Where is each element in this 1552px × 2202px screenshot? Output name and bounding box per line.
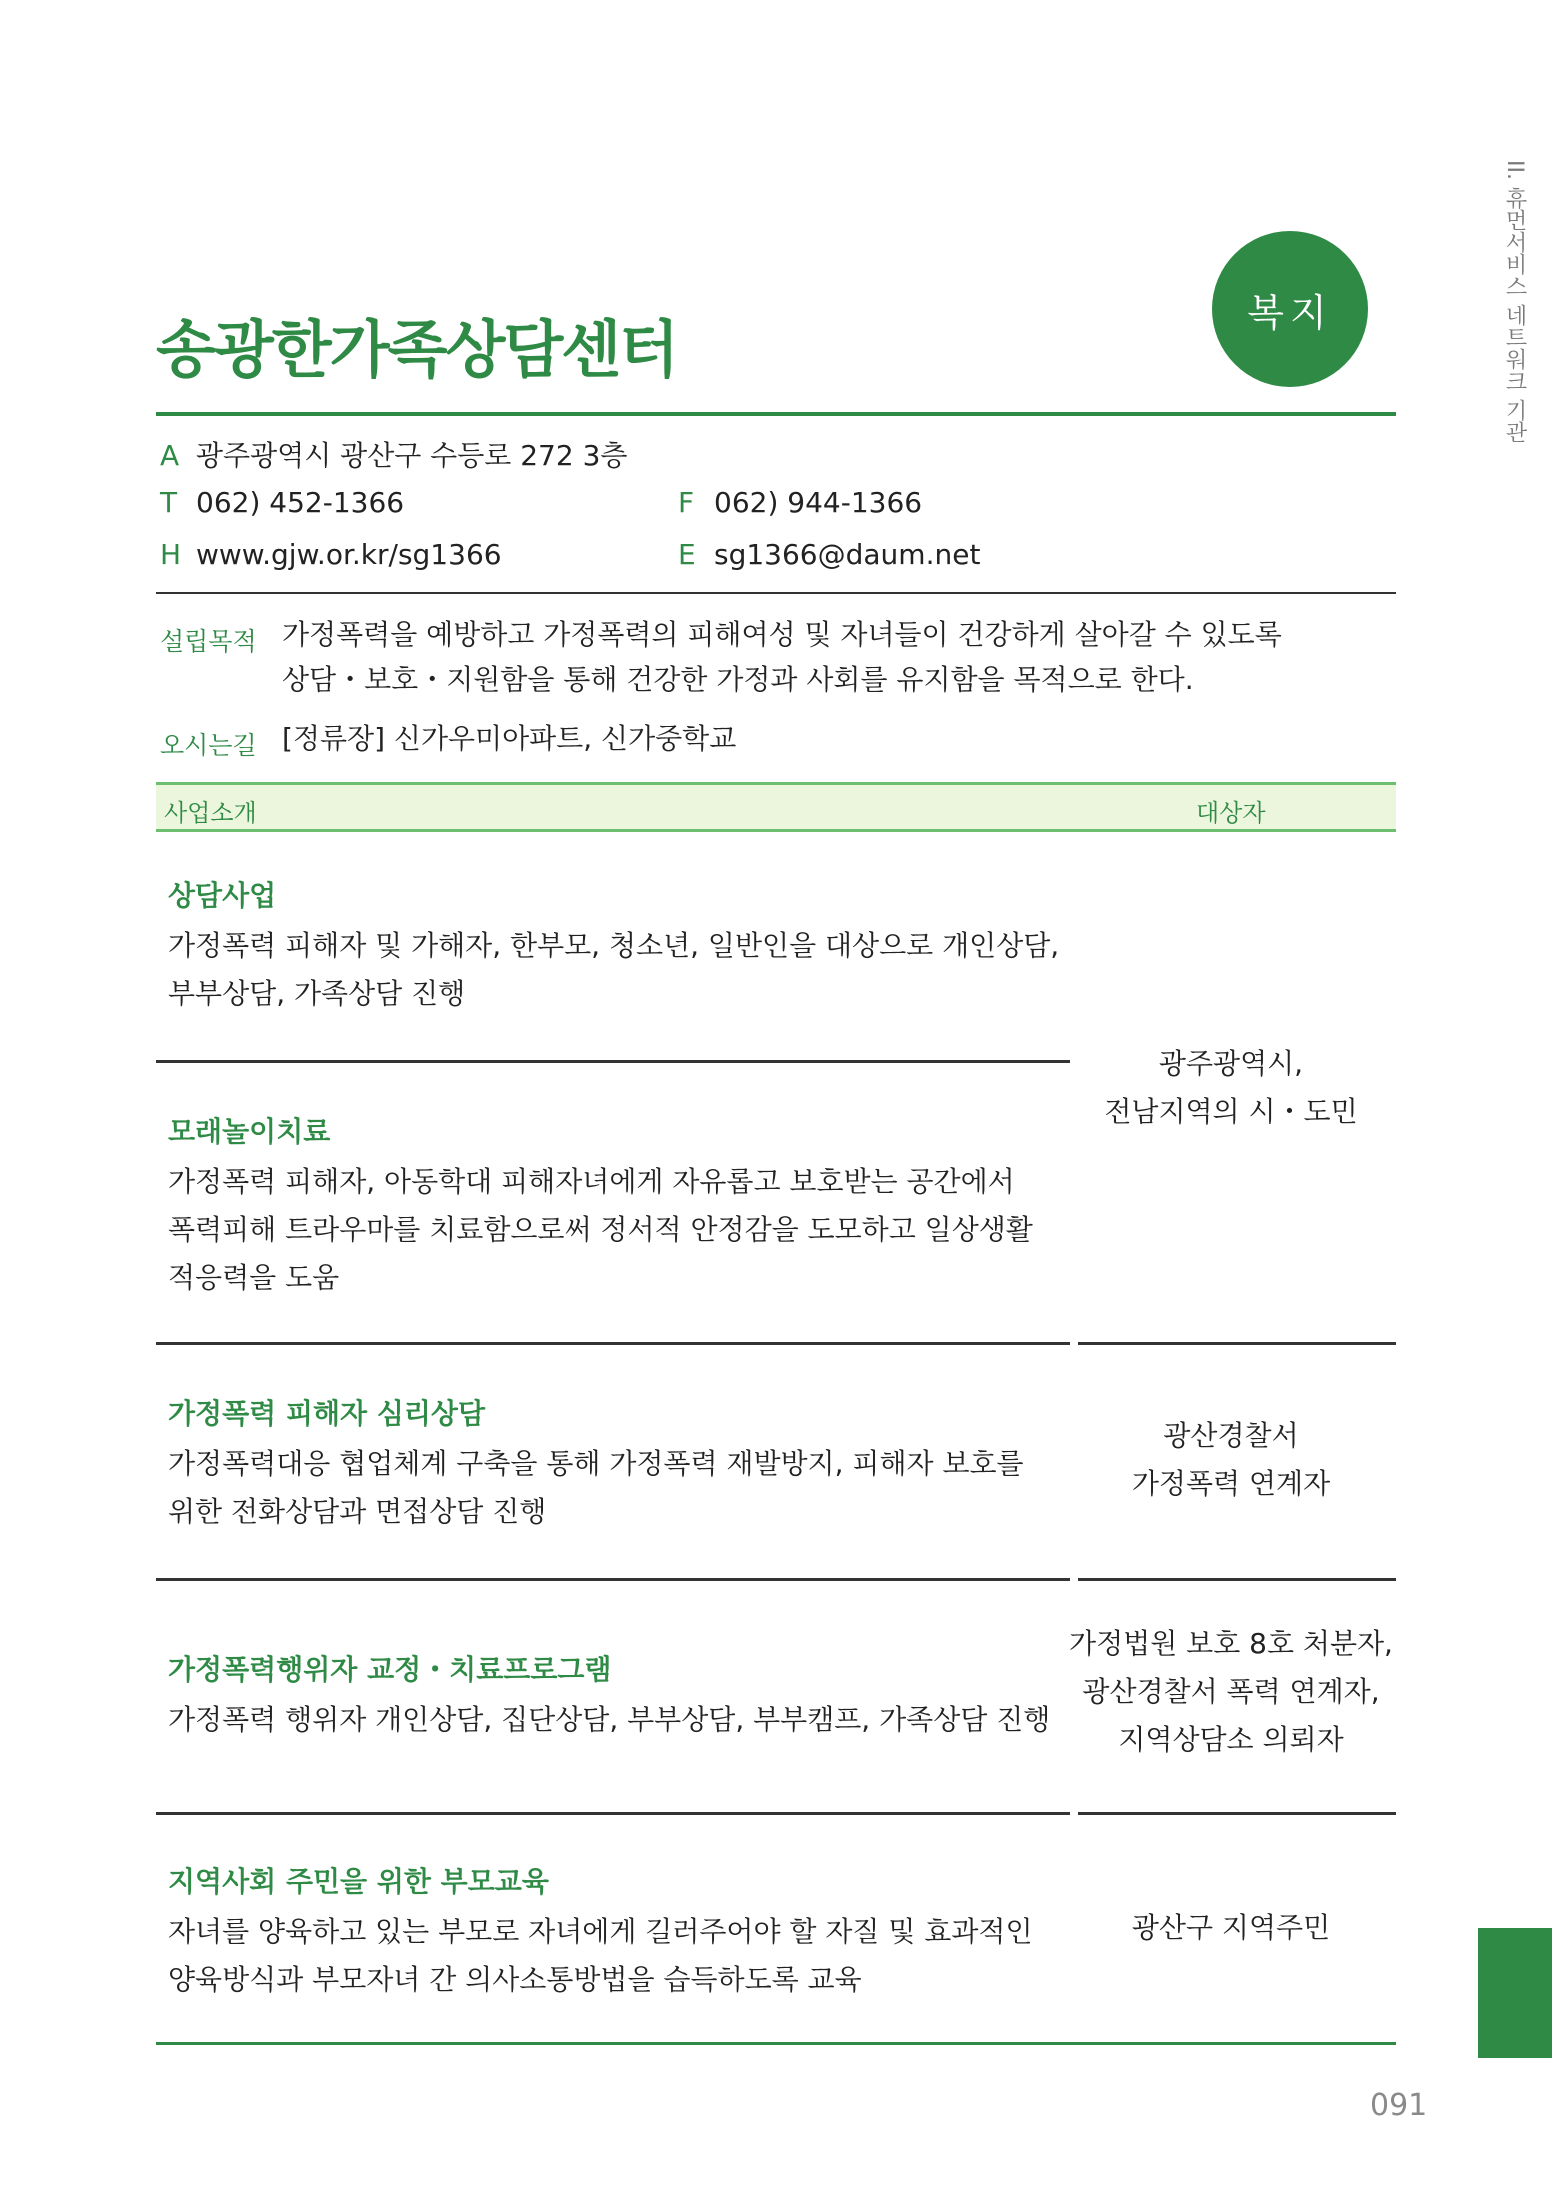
program-title: 가정폭력행위자 교정・치료프로그램 (168, 1653, 612, 1686)
description-line: 폭력피해 트라우마를 치료함으로써 정서적 안정감을 도모하고 일상생활 (168, 1213, 1033, 1246)
program-item (168, 1648, 1088, 1744)
program-description (168, 1908, 1088, 2004)
homepage-link[interactable]: www.gjw.or.kr/sg1366 (196, 538, 502, 571)
target-line: 광산경찰서 폭력 연계자, (1082, 1675, 1380, 1708)
row-divider (156, 1342, 1070, 1345)
title-divider (156, 412, 1396, 416)
row-divider (1078, 1578, 1396, 1581)
purpose-line: 상담・보호・지원함을 통해 건강한 가정과 사회를 유지함을 목적으로 한다. (282, 663, 1194, 696)
target-cell (1066, 1412, 1396, 1508)
target-line: 광산구 지역주민 (1131, 1911, 1331, 1944)
target-line: 가정폭력 연계자 (1131, 1467, 1331, 1500)
tel-value: 062) 452-1366 (196, 486, 405, 519)
description-line: 가정폭력 행위자 개인상담, 집단상담, 부부상담, 부부캠프, 가족상담 진행 (168, 1703, 1051, 1736)
tel-key: T (160, 486, 178, 519)
column-header-target: 대상자 (1196, 799, 1266, 827)
homepage-row (160, 538, 502, 571)
description-line: 자녀를 양육하고 있는 부모로 자녀에게 길러주어야 할 자질 및 효과적인 (168, 1915, 1033, 1948)
email-row (678, 538, 980, 571)
address-value: 광주광역시 광산구 수등로 272 3층 (196, 439, 628, 472)
email-key: E (678, 538, 696, 571)
row-divider (156, 1812, 1070, 1815)
row-divider (1078, 1342, 1396, 1345)
program-description (168, 1440, 1088, 1536)
description-line: 위한 전화상담과 면접상담 진행 (168, 1495, 547, 1528)
program-item (168, 1392, 1088, 1536)
email-link[interactable]: sg1366@daum.net (714, 538, 981, 571)
description-line: 가정폭력 피해자, 아동학대 피해자녀에게 자유롭고 보호받는 공간에서 (168, 1165, 1015, 1198)
program-title: 가정폭력 피해자 심리상담 (168, 1397, 486, 1430)
target-cell (1066, 1904, 1396, 1952)
fax-value: 062) 944-1366 (714, 486, 923, 519)
description-line: 가정폭력 피해자 및 가해자, 한부모, 청소년, 일반인을 대상으로 개인상담, (168, 929, 1060, 962)
program-title: 상담사업 (168, 879, 277, 912)
target-line: 광주광역시, (1158, 1047, 1304, 1080)
fax-row (678, 486, 922, 519)
purpose-text (282, 612, 1282, 702)
program-description (168, 1158, 1088, 1302)
target-cell (1066, 1620, 1396, 1764)
row-divider (156, 1060, 1070, 1063)
target-line: 전남지역의 시・도민 (1104, 1095, 1358, 1128)
directions-label: 오시는길 (160, 731, 257, 760)
program-item (168, 1860, 1088, 2004)
program-item (168, 874, 1088, 1018)
page-title: 송광한가족상담센터 (156, 313, 678, 386)
page-number: 091 (1370, 2088, 1428, 2123)
description-line: 부부상담, 가족상담 진행 (168, 977, 466, 1010)
target-line: 지역상담소 의뢰자 (1118, 1723, 1344, 1756)
description-line: 적응력을 도움 (168, 1261, 340, 1294)
directions-text: [정류장] 신가우미아파트, 신가중학교 (282, 722, 737, 755)
description-line: 가정폭력대응 협업체계 구축을 통해 가정폭력 재발방지, 피해자 보호를 (168, 1447, 1024, 1480)
homepage-key: H (160, 538, 182, 571)
purpose-line: 가정폭력을 예방하고 가정폭력의 피해여성 및 자녀들이 건강하게 살아갈 수 있도록 (282, 618, 1282, 651)
chapter-side-label: II. 휴먼서비스 네트워크 기관 (1502, 160, 1527, 443)
purpose-label: 설립목적 (160, 627, 257, 656)
contact-divider (156, 592, 1396, 594)
target-cell (1066, 1040, 1396, 1136)
program-title: 지역사회 주민을 위한 부모교육 (168, 1865, 549, 1898)
tel-row (160, 486, 404, 519)
row-divider (1078, 1812, 1396, 1815)
category-badge: 복지 (1212, 231, 1368, 387)
description-line: 양육방식과 부모자녀 간 의사소통방법을 습득하도록 교육 (168, 1963, 862, 1996)
chapter-tab-marker (1478, 1928, 1552, 2058)
address-row (160, 434, 627, 474)
address-key: A (160, 439, 180, 472)
target-line: 광산경찰서 (1163, 1419, 1299, 1452)
table-bottom-rule (156, 2042, 1396, 2045)
program-item (168, 1110, 1088, 1302)
fax-key: F (678, 486, 695, 519)
program-description (168, 1696, 1088, 1744)
program-description (168, 922, 1088, 1018)
program-table-header (156, 782, 1396, 832)
column-header-program: 사업소개 (164, 799, 257, 827)
row-divider (156, 1578, 1070, 1581)
target-line: 가정법원 보호 8호 처분자, (1069, 1627, 1393, 1660)
program-title: 모래놀이치료 (168, 1115, 331, 1148)
